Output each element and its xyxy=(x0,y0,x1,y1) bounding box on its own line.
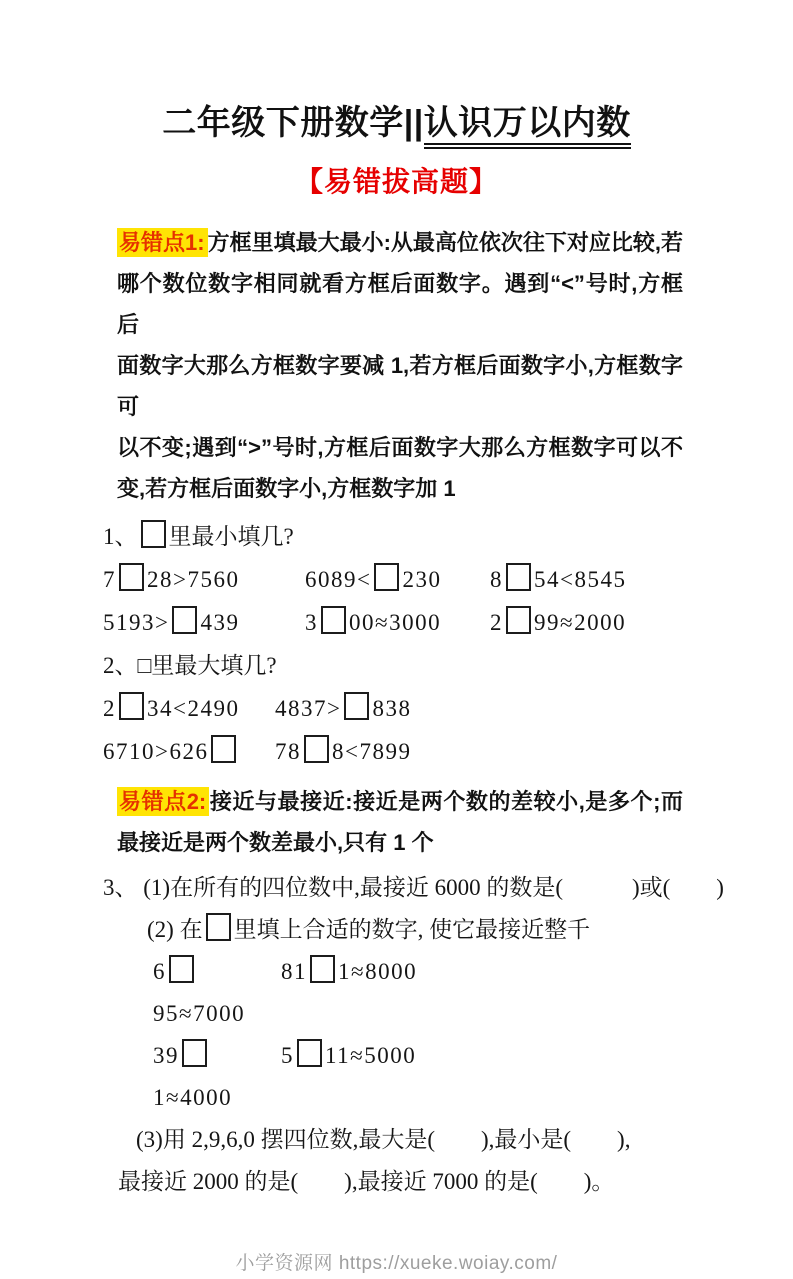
blank-box xyxy=(344,692,369,720)
equation: 5 11≈5000 xyxy=(281,1035,416,1077)
equation: 695≈7000 xyxy=(153,951,281,1035)
section-heading: 【易错拔高题】 xyxy=(294,166,498,197)
tip-block-2 xyxy=(117,781,683,863)
equation: 5193> 439 xyxy=(103,601,305,644)
equation-row xyxy=(103,601,793,644)
page-title xyxy=(0,0,793,146)
blank-box xyxy=(297,1039,322,1067)
equation-row xyxy=(103,558,793,601)
q1-number: 1、 xyxy=(103,524,138,549)
q3-part2: (2) 在 里填上合适的数字, 使它最接近整千 xyxy=(147,909,793,951)
q3-part1: 3、 (1)在所有的四位数中,最接近 6000 的数是( )或( ) xyxy=(103,875,724,900)
equation: 391≈4000 xyxy=(153,1035,281,1119)
blank-box xyxy=(119,563,144,591)
equation: 6710>626 xyxy=(103,730,275,773)
tip1-line-3: 面数字大那么方框数字要减 1,若方框后面数字小,方框数字可 xyxy=(117,353,683,419)
footer-site-link: 小学资源网 https://xueke.woiay.com/ xyxy=(235,1253,558,1274)
tip2-label: 易错点2: xyxy=(117,787,209,816)
footer xyxy=(0,1249,793,1279)
question-2 xyxy=(103,644,793,773)
blank-box xyxy=(211,735,236,763)
page-title-underlined: 认识万以内数 xyxy=(424,104,631,149)
blank-box xyxy=(310,955,335,983)
blank-box xyxy=(141,520,166,548)
blank-box xyxy=(304,735,329,763)
tip1-label: 易错点1: xyxy=(117,228,208,257)
equation-row xyxy=(153,951,793,1035)
equation: 2 34<2490 xyxy=(103,687,275,730)
q2-header: 2、□里最大填几? xyxy=(103,653,277,678)
q1-prompt: 里最小填几? xyxy=(168,524,294,549)
question-3 xyxy=(103,867,793,1203)
tip1-text-1: 方框里填最大最小:从最高位依次往下对应比较,若 xyxy=(207,230,684,255)
q3-part3: (3)用 2,9,6,0 摆四位数,最大是( ),最小是( ), xyxy=(136,1127,631,1152)
equation-row xyxy=(103,687,793,730)
question-1 xyxy=(103,515,793,644)
tip1-line-1 xyxy=(117,222,683,263)
tip2-line-1 xyxy=(117,781,683,822)
equation: 8 54<8545 xyxy=(490,558,626,601)
equation-row xyxy=(103,730,793,773)
tip1-line-2: 哪个数位数字相同就看方框后面数字。遇到“<”号时,方框后 xyxy=(117,271,683,337)
blank-box xyxy=(506,606,531,634)
tip1-line-5: 变,若方框后面数字小,方框数字加 1 xyxy=(117,476,456,501)
tip2-text-1: 接近与最接近:接近是两个数的差较小,是多个;而 xyxy=(209,789,683,814)
blank-box xyxy=(374,563,399,591)
blank-box xyxy=(182,1039,207,1067)
q1-header xyxy=(103,515,793,558)
tip-block-1 xyxy=(117,222,683,509)
equation-row xyxy=(153,1035,793,1119)
equation: 6089< 230 xyxy=(305,558,490,601)
tip1-line-4: 以不变;遇到“>”号时,方框后面数字大那么方框数字可以不 xyxy=(117,435,683,460)
equation: 81 1≈8000 xyxy=(281,951,417,993)
tip2-line-2: 最接近是两个数差最小,只有 1 个 xyxy=(117,830,434,855)
q3-part3-cont: 最接近 2000 的是( ),最接近 7000 的是( )。 xyxy=(118,1169,615,1194)
blank-box xyxy=(172,606,197,634)
blank-box xyxy=(321,606,346,634)
equation: 78 8<7899 xyxy=(275,730,411,773)
blank-box xyxy=(506,563,531,591)
page-title-plain: 二年级下册数学|| xyxy=(162,104,424,142)
equation: 2 99≈2000 xyxy=(490,601,626,644)
equation: 4837> 838 xyxy=(275,687,411,730)
equation: 3 00≈3000 xyxy=(305,601,490,644)
blank-box xyxy=(169,955,194,983)
equation: 7 28>7560 xyxy=(103,558,305,601)
blank-box xyxy=(119,692,144,720)
blank-box xyxy=(206,913,231,941)
